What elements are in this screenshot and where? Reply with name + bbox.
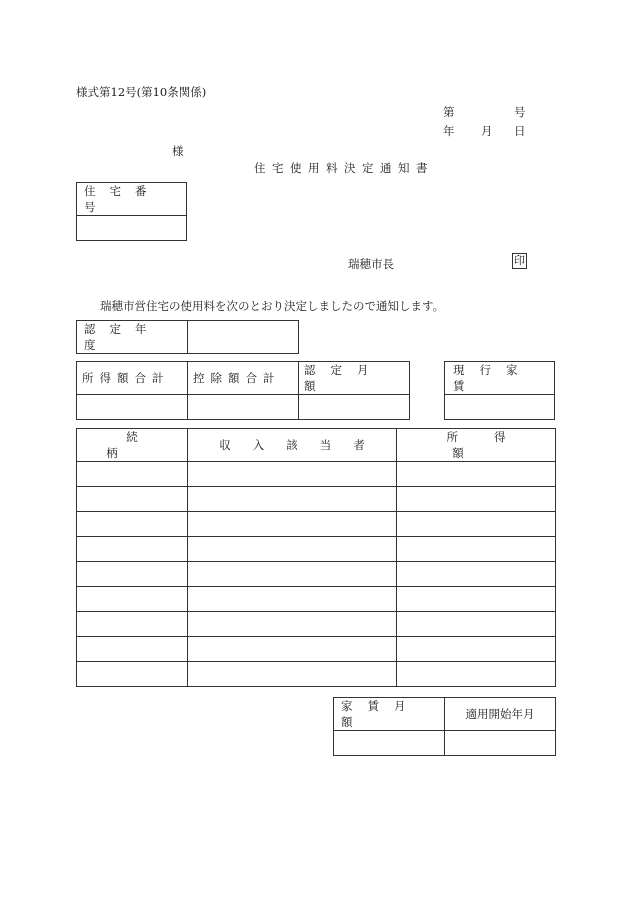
income-earner-cell[interactable] [188,612,397,637]
date-month: 月 [481,124,493,138]
date-day: 日 [514,124,526,138]
monthly-rent-header: 家賃月額 [341,699,421,729]
date-year: 年 [443,124,455,138]
certification-year-field[interactable] [188,321,299,354]
table-row [77,537,556,562]
income-amount-cell[interactable] [397,462,556,487]
income-earner-cell[interactable] [188,587,397,612]
document-title: 住宅使用料決定通知書 [254,161,434,175]
income-earner-header: 収入該当者 [219,438,387,452]
income-total-field[interactable] [77,395,188,420]
income-amount-cell[interactable] [397,662,556,687]
table-row [77,562,556,587]
income-amount-cell[interactable] [397,562,556,587]
housing-number-label-text: 住宅番号 [84,184,161,214]
certified-monthly-field[interactable] [299,395,410,420]
table-row [77,462,556,487]
household-table [76,428,556,687]
relationship-cell[interactable] [77,637,188,662]
income-earner-cell[interactable] [188,662,397,687]
income-amount-cell[interactable] [397,487,556,512]
start-month-header: 適用開始年月 [465,707,535,721]
body-text: 瑞穂市営住宅の使用料を次のとおり決定しましたので通知します。 [100,299,445,313]
relationship-cell[interactable] [77,587,188,612]
table-row [77,587,556,612]
table-row [77,637,556,662]
relationship-header: 続柄 [106,430,178,460]
income-amount-cell[interactable] [397,537,556,562]
form-number: 様式第12号(第10条関係) [76,85,207,99]
certified-monthly-header: 認定月額 [304,363,384,393]
income-amount-cell[interactable] [397,612,556,637]
income-total-header: 所得額合計 [82,371,170,385]
current-rent-table [444,361,555,420]
income-earner-cell[interactable] [188,462,397,487]
certification-year-label: 認定年度 [84,322,161,352]
relationship-cell[interactable] [77,662,188,687]
current-rent-field[interactable] [445,395,555,420]
housing-number-table [76,182,187,241]
income-earner-cell[interactable] [188,562,397,587]
issuer-name: 瑞穂市長 [348,257,394,271]
income-amount-header: 所得額 [446,430,542,460]
deduction-total-field[interactable] [188,395,299,420]
relationship-cell[interactable] [77,487,188,512]
income-earner-cell[interactable] [188,512,397,537]
start-month-field[interactable] [445,731,556,756]
housing-number-label [77,183,186,215]
table-row [77,512,556,537]
deduction-total-header: 控除額合計 [193,371,281,385]
monthly-rent-field[interactable] [334,731,445,756]
rent-table [333,697,556,756]
relationship-cell[interactable] [77,512,188,537]
seal-mark: 印 [514,254,525,267]
certification-year-table [76,320,299,354]
table-row [77,662,556,687]
income-table [76,361,410,420]
relationship-cell[interactable] [77,612,188,637]
doc-number-prefix: 第 [443,105,455,119]
addressee-suffix: 様 [172,144,184,158]
income-amount-cell[interactable] [397,637,556,662]
housing-number-field[interactable] [77,216,187,241]
relationship-cell[interactable] [77,537,188,562]
table-row [77,487,556,512]
current-rent-label: 現行家賃 [453,363,533,393]
income-earner-cell[interactable] [188,537,397,562]
table-row [77,612,556,637]
income-amount-cell[interactable] [397,587,556,612]
relationship-cell[interactable] [77,562,188,587]
doc-number-suffix: 号 [514,105,526,119]
income-earner-cell[interactable] [188,487,397,512]
relationship-cell[interactable] [77,462,188,487]
income-amount-cell[interactable] [397,512,556,537]
income-earner-cell[interactable] [188,637,397,662]
